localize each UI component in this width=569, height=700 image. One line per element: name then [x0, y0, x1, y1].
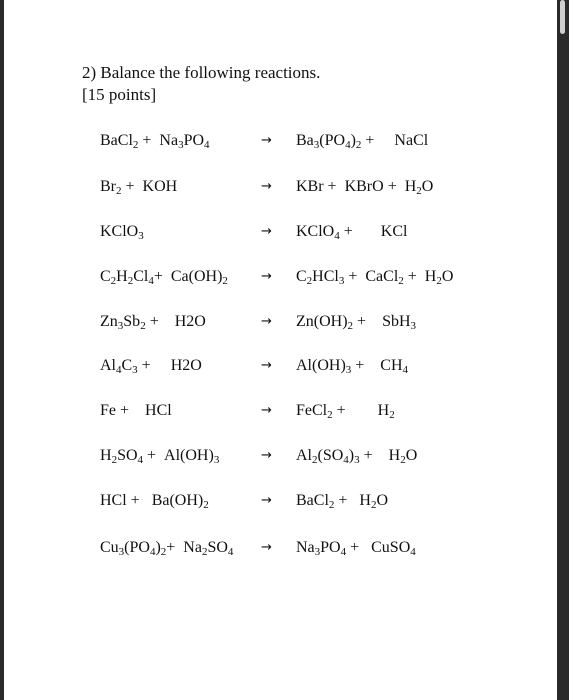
formula-text: FeCl — [296, 402, 328, 419]
subscript: 3 — [354, 454, 360, 466]
formula-text: + CH — [351, 357, 403, 374]
question-heading — [82, 62, 320, 106]
products — [296, 443, 417, 469]
formula-text: ) — [155, 539, 161, 556]
products — [296, 398, 395, 424]
reaction-arrow: → — [261, 269, 272, 284]
subscript: 3 — [138, 230, 144, 242]
formula-text: C — [121, 357, 133, 374]
reactants — [100, 128, 210, 154]
formula-text: + SbH — [353, 313, 411, 330]
formula-text: H — [100, 447, 112, 464]
reactants — [100, 309, 206, 335]
formula-text: BaCl — [100, 132, 133, 149]
reactants — [100, 219, 144, 245]
formula-text: + NaCl — [361, 132, 429, 149]
subscript: 2 — [160, 546, 167, 558]
reaction-arrow: → — [261, 224, 272, 239]
reaction-row — [4, 398, 557, 424]
subscript: 2 — [370, 499, 377, 511]
subscript: 4 — [343, 454, 349, 466]
formula-text: + H — [359, 447, 401, 464]
formula-text: BaCl — [296, 492, 329, 509]
reaction-row — [4, 353, 557, 379]
subscript: 2 — [140, 320, 146, 332]
reaction-arrow: → — [261, 179, 272, 194]
subscript: 4 — [340, 546, 347, 558]
products — [296, 535, 416, 561]
subscript: 3 — [345, 364, 352, 376]
products — [296, 174, 433, 200]
question-title: 2) Balance the following reactions. — [82, 63, 321, 82]
formula-text: SO — [207, 539, 228, 556]
subscript: 2 — [398, 275, 404, 287]
scrollbar-thumb[interactable] — [560, 0, 565, 34]
formula-text: + Na — [166, 539, 202, 556]
subscript: 3 — [314, 546, 321, 558]
formula-text: PO — [320, 539, 341, 556]
formula-text: + CuSO — [346, 539, 411, 556]
formula-text: + H — [403, 268, 437, 285]
formula-text: C — [100, 268, 111, 285]
formula-text: + H2O — [145, 313, 206, 330]
formula-text: Na — [296, 539, 315, 556]
subscript: 3 — [338, 275, 345, 287]
reaction-row — [4, 264, 557, 290]
subscript: 2 — [111, 454, 118, 466]
reaction-row — [4, 174, 557, 200]
reaction-row — [4, 535, 557, 561]
subscript: 2 — [203, 499, 209, 511]
subscript: 2 — [328, 499, 335, 511]
subscript: 4 — [402, 364, 409, 376]
reactants — [100, 535, 233, 561]
subscript: 2 — [222, 275, 228, 287]
subscript: 2 — [347, 320, 354, 332]
subscript: 3 — [118, 546, 125, 558]
formula-text: ) — [348, 447, 355, 464]
question-points: [15 points] — [82, 85, 157, 104]
formula-text: HCl — [312, 268, 339, 285]
subscript: 4 — [137, 454, 144, 466]
formula-text: C — [296, 268, 307, 285]
subscript: 2 — [389, 409, 395, 421]
reaction-row — [4, 128, 557, 154]
reaction-arrow: → — [261, 358, 272, 373]
subscript: 2 — [312, 454, 318, 466]
formula-text: Zn — [100, 313, 118, 330]
formula-text: + H — [332, 402, 390, 419]
subscript: 2 — [110, 275, 117, 287]
subscript: 2 — [127, 275, 134, 287]
formula-text: Al — [296, 447, 312, 464]
formula-text: Cl — [133, 268, 149, 285]
formula-text: + Al(OH) — [143, 447, 214, 464]
formula-text: Al(OH) — [296, 357, 346, 374]
subscript: 2 — [400, 454, 406, 466]
subscript: 3 — [132, 364, 138, 376]
subscript: 4 — [148, 275, 154, 287]
formula-text: KClO — [100, 223, 139, 240]
formula-text: O — [421, 178, 434, 195]
reaction-arrow: → — [261, 540, 272, 555]
reaction-arrow: → — [261, 403, 272, 418]
formula-text: Cu — [100, 539, 119, 556]
reaction-arrow: → — [261, 448, 272, 463]
products — [296, 488, 388, 514]
reactants — [100, 264, 228, 290]
formula-text: + CaCl — [344, 268, 399, 285]
products — [296, 264, 453, 290]
subscript: 3 — [313, 139, 320, 151]
subscript: 2 — [436, 275, 442, 287]
reaction-arrow: → — [261, 133, 272, 148]
reaction-row — [4, 309, 557, 335]
products — [296, 309, 416, 335]
subscript: 4 — [116, 364, 122, 376]
formula-text: Fe + HCl — [100, 402, 172, 419]
formula-text: O — [376, 492, 389, 509]
reactants — [100, 443, 219, 469]
formula-text: + H2O — [137, 357, 202, 374]
formula-text: + H — [334, 492, 371, 509]
subscript: 2 — [116, 185, 122, 197]
formula-text: H — [116, 268, 128, 285]
subscript: 4 — [204, 139, 210, 151]
subscript: 4 — [410, 546, 416, 558]
subscript: 4 — [334, 230, 340, 242]
subscript: 4 — [227, 546, 234, 558]
subscript: 3 — [117, 320, 124, 332]
products — [296, 353, 408, 379]
reaction-row — [4, 219, 557, 245]
subscript: 4 — [345, 139, 351, 151]
formula-text: Al — [100, 357, 116, 374]
subscript: 2 — [201, 546, 208, 558]
subscript: 2 — [306, 275, 313, 287]
products — [296, 219, 407, 245]
document-page — [4, 0, 557, 700]
reactants — [100, 353, 202, 379]
formula-text: PO — [183, 132, 205, 149]
formula-text: + Na — [138, 132, 179, 149]
formula-text: Ba — [296, 132, 314, 149]
reaction-arrow: → — [261, 314, 272, 329]
formula-text: O — [405, 447, 418, 464]
subscript: 3 — [178, 139, 184, 151]
subscript: 2 — [327, 409, 333, 421]
formula-text: KBr + KBrO + H — [296, 178, 417, 195]
reactants — [100, 398, 172, 424]
subscript: 4 — [149, 546, 156, 558]
subscript: 2 — [355, 139, 362, 151]
formula-text: SO — [117, 447, 138, 464]
formula-text: (PO — [124, 539, 150, 556]
reactants — [100, 488, 209, 514]
formula-text: (PO — [319, 132, 346, 149]
products — [296, 128, 428, 154]
subscript: 2 — [416, 185, 422, 197]
reactants — [100, 174, 177, 200]
formula-text: + KOH — [121, 178, 178, 195]
formula-text: Br — [100, 178, 116, 195]
formula-text: HCl + Ba(OH) — [100, 492, 204, 509]
formula-text: Zn(OH) — [296, 313, 348, 330]
reaction-row — [4, 488, 557, 514]
formula-text: ) — [350, 132, 356, 149]
formula-text: + KCl — [339, 223, 408, 240]
formula-text: (SO — [317, 447, 344, 464]
formula-text: KClO — [296, 223, 335, 240]
reaction-row — [4, 443, 557, 469]
subscript: 3 — [410, 320, 417, 332]
reaction-arrow: → — [261, 493, 272, 508]
formula-text: O — [441, 268, 454, 285]
formula-text: + Ca(OH) — [153, 268, 223, 285]
subscript: 3 — [213, 454, 220, 466]
formula-text: Sb — [123, 313, 141, 330]
subscript: 2 — [132, 139, 139, 151]
